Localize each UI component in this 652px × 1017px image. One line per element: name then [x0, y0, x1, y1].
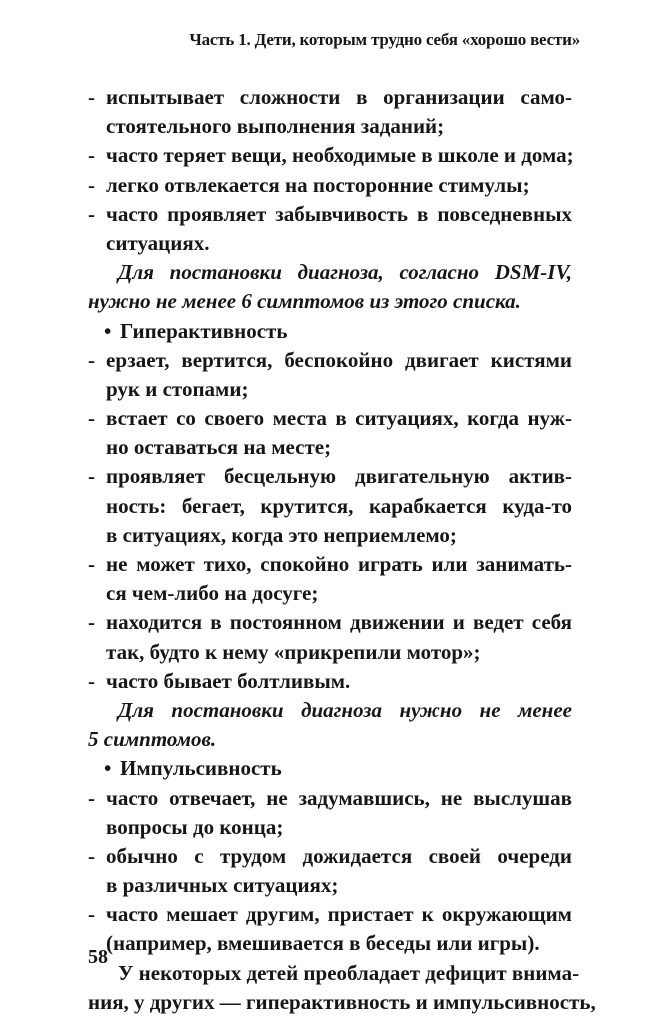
section-heading-hyperactivity: • Гиперактивность: [88, 317, 572, 346]
list-item-line: - не может тихо, спокойно играть или занимать-: [88, 550, 572, 579]
list-item-line: так, будто к нему «прикрепили мотор»;: [106, 639, 481, 664]
section-heading-impulsivity: • Импульсивность: [88, 754, 572, 783]
diagnosis-note-line: нужно не менее 6 симптомов из этого списка.: [88, 289, 521, 314]
list-item-line: - проявляет бесцельную двигательную актив-: [88, 462, 572, 491]
list-item-line: ся чем-либо на досуге;: [106, 581, 319, 606]
list-item-line: - часто бывает болтливым.: [88, 667, 572, 696]
paragraph-line: У некоторых детей преобладает дефицит внима-: [118, 960, 580, 985]
list-item-line: вопросы до конца;: [106, 814, 284, 839]
list-item-line: - часто отвечает, не задумавшись, не выслушав: [88, 784, 572, 813]
dash-marker: -: [88, 201, 95, 226]
list-item-line: в различных ситуациях;: [106, 873, 339, 898]
list-item-line: - часто теряет вещи, необходимые в школе и дома;: [88, 141, 572, 170]
bullet-marker: •: [104, 318, 112, 343]
dash-marker: -: [88, 552, 95, 576]
dash-marker: -: [88, 347, 95, 372]
list-item-line: стоятельного выполнения заданий;: [106, 114, 445, 139]
list-item-line: - находится в постоянном движении и ведет себя: [88, 608, 572, 637]
bullet-marker: •: [104, 756, 112, 781]
dash-marker: -: [88, 464, 95, 489]
diagnosis-note-line: Для постановки диагноза нужно не менее: [118, 697, 572, 722]
page-number: 58: [88, 946, 108, 968]
running-header: Часть 1. Дети, которым трудно себя «хорошо вести»: [189, 30, 580, 49]
paragraph-line: ния, у других — гиперактивность и импульсивность,: [88, 989, 596, 1014]
list-item-line: (например, вмешивается в беседы или игры).: [106, 931, 540, 956]
list-item-line: - легко отвлекается на посторонние стимулы;: [88, 171, 572, 200]
list-item-line: рук и стопами;: [106, 376, 249, 401]
list-item-line: - испытывает сложности в организации само-: [88, 83, 572, 112]
dash-marker: -: [88, 668, 95, 693]
list-item-line: - обычно с трудом дожидается своей очереди: [88, 842, 572, 871]
dash-marker: -: [88, 610, 95, 635]
dash-marker: -: [88, 406, 95, 431]
list-item-line: в ситуациях, когда это неприемлемо;: [106, 522, 457, 547]
list-item-line: ность: бегает, крутится, карабкается куда-то: [106, 493, 572, 518]
dash-marker: -: [88, 143, 95, 168]
dash-marker: -: [88, 843, 95, 868]
page-body: [88, 83, 596, 1017]
dash-marker: -: [88, 902, 95, 927]
diagnosis-note-line: Для постановки диагноза, согласно DSM-IV,: [118, 260, 572, 285]
list-item-line: - часто проявляет забывчивость в повседневных: [88, 200, 572, 229]
list-item-line: ситуациях.: [106, 230, 210, 255]
list-item-line: - часто мешает другим, пристает к окружающим: [88, 900, 572, 929]
list-item-line: но оставаться на месте;: [106, 435, 332, 460]
dash-marker: -: [88, 172, 95, 197]
list-item-line: - ерзает, вертится, беспокойно двигает кистями: [88, 346, 572, 375]
diagnosis-note-line: 5 симптомов.: [88, 727, 217, 752]
dash-marker: -: [88, 85, 95, 109]
dash-marker: -: [88, 785, 95, 810]
list-item-line: - встает со своего места в ситуациях, когда нуж-: [88, 404, 572, 433]
